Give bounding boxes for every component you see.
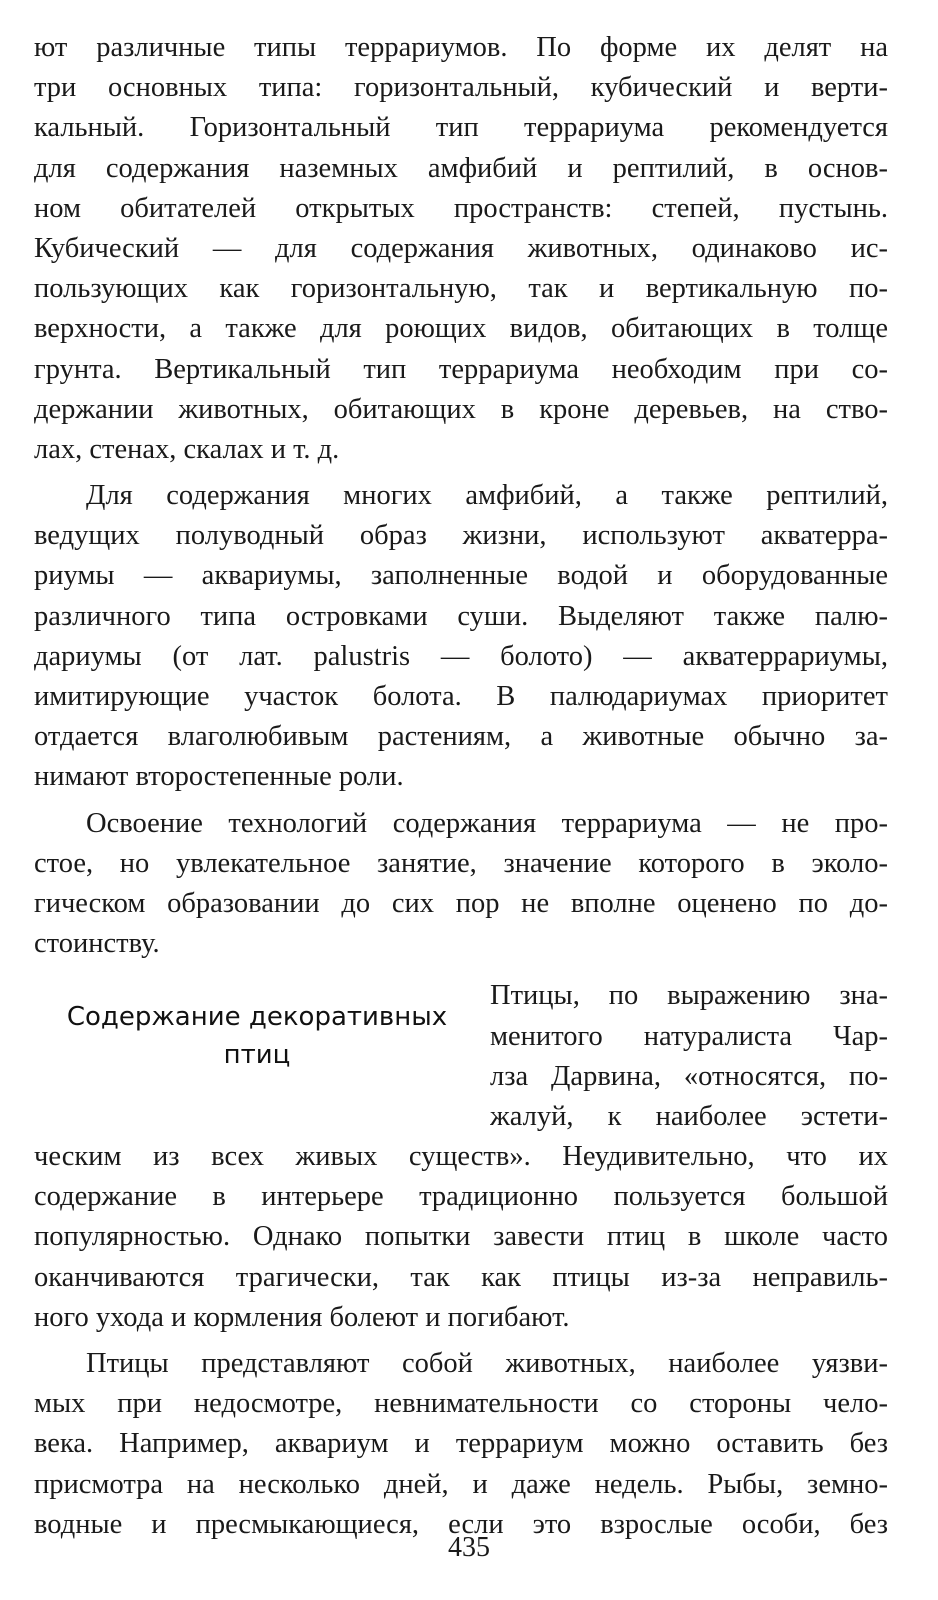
text-line: отдается влаголюбивым растениям, а животные обычно за-	[34, 721, 888, 753]
text-line: ном обитателей открытых пространств: степей, пустынь.	[34, 192, 888, 224]
text-line: дариумы (от лат. palustris — болото) — акватеррариумы,	[34, 640, 888, 672]
text-line: для содержания наземных амфибий и рептилий, в основ-	[34, 152, 888, 184]
text-line: пользующих как горизонтальную, так и вертикальную по-	[34, 273, 888, 305]
paragraph-birds-vulnerability	[34, 1344, 888, 1545]
text-line: гическом образовании до сих пор не вполне оценено по до-	[34, 887, 888, 919]
section-heading	[34, 998, 480, 1074]
section-side-text	[490, 976, 888, 1137]
text-line: века. Например, аквариум и террариум можно оставить без	[34, 1428, 888, 1460]
text-line: Птицы, по выражению зна-	[490, 980, 888, 1012]
paragraph-aquaterrariums	[34, 476, 888, 798]
text-line: лза Дарвина, «относятся, по-	[490, 1060, 888, 1092]
text-line: ют различные типы террариумов. По форме их делят на	[34, 32, 888, 63]
text-line: водные и пресмыкающиеся, если это взрослые особи, без	[34, 1508, 888, 1540]
text-line: ведущих полуводный образ жизни, используют акватерра-	[34, 520, 888, 552]
text-line: три основных типа: горизонтальный, кубический и верти-	[34, 72, 888, 104]
text-line: жалуй, к наиболее эстети-	[490, 1100, 888, 1132]
text-line: грунта. Вертикальный тип террариума необходим при со-	[34, 353, 888, 385]
page-number: 435	[448, 1532, 490, 1563]
paragraph-terrarium-technology	[34, 804, 888, 965]
section-birds-header	[34, 976, 888, 1137]
text-line: популярностью. Однако попытки завести птиц в школе часто	[34, 1221, 888, 1253]
text-line: менитого натуралиста Чар-	[490, 1020, 888, 1052]
text-line: различного типа островками суши. Выделяют также палю-	[34, 600, 888, 632]
text-line: риумы — аквариумы, заполненные водой и оборудованные	[34, 560, 888, 592]
text-line: мых при недосмотре, невнимательности со стороны чело-	[34, 1388, 888, 1420]
book-page	[34, 28, 888, 1545]
text-line: кальный. Горизонтальный тип террариума рекомендуется	[34, 112, 888, 144]
section-heading-line: Содержание декоративных	[66, 1002, 448, 1033]
text-line: содержание в интерьере традиционно пользуется большой	[34, 1181, 888, 1213]
paragraph-terrarium-types	[34, 28, 888, 470]
text-line: имитирующие участок болота. В палюдариумах приоритет	[34, 681, 888, 712]
text-line: ного ухода и кормления болеют и погибают.	[34, 1301, 570, 1333]
text-line: верхности, а также для роющих видов, обитающих в толще	[34, 313, 888, 345]
paragraph-birds-intro	[34, 1137, 888, 1338]
text-line: Для содержания многих амфибий, а также рептилий,	[86, 480, 888, 512]
text-line: присмотра на несколько дней, и даже недель. Рыбы, земно-	[34, 1468, 888, 1500]
text-line: Птицы представляют собой животных, наиболее уязви-	[86, 1348, 888, 1380]
section-heading-line: птиц	[223, 1040, 291, 1071]
text-line: оканчиваются трагически, так как птицы из-за неправиль-	[34, 1261, 888, 1293]
text-line: стоинству.	[34, 928, 160, 960]
text-line: Кубический — для содержания животных, одинаково ис-	[34, 232, 888, 264]
text-line: держании животных, обитающих в кроне деревьев, на ство-	[34, 393, 888, 425]
text-line: нимают второстепенные роли.	[34, 761, 404, 793]
text-line: ческим из всех живых существ». Неудивительно, что их	[34, 1141, 888, 1173]
text-line: лах, стенах, скалах и т. д.	[34, 433, 340, 465]
text-line: Освоение технологий содержания террариума — не про-	[86, 807, 888, 839]
text-line: стое, но увлекательное занятие, значение которого в эколо-	[34, 847, 888, 879]
